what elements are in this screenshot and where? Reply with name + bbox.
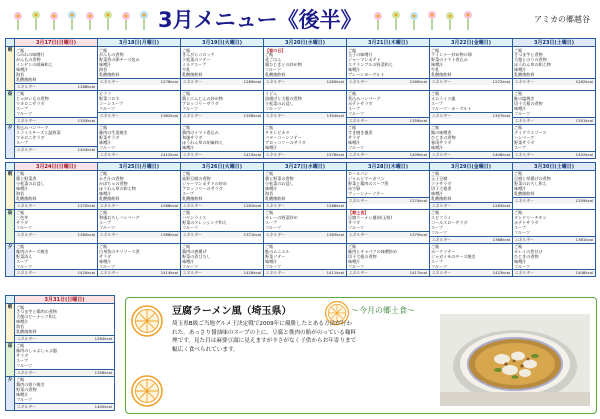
meal-cell [15, 90, 98, 124]
meal-cell-text: ご飯 ハヤシライス 野菜のドレッシング和え フルーツ [182, 210, 227, 231]
meal-cell-text: 【郷土食】 豆腐ラーメン風(埼玉県) サラダ フルーツ [348, 210, 392, 231]
meal-kcal: エネルギー 1274kcal [349, 197, 427, 203]
meal-cell [15, 170, 98, 209]
meal-cell [513, 170, 596, 209]
meal-cell-text: ご飯 鶏とにんじんの炒め物 ブロッコリーサラダ フルーツ [182, 91, 223, 112]
meal-row-朝 [6, 47, 596, 91]
meal-cell-text: ご飯 鯖の味噌煮 ひじきの煮物 春雨サラダ 味噌汁 [431, 125, 456, 151]
meal-kcal: エネルギー 1371kcal [183, 231, 261, 237]
meal-cell [430, 90, 513, 124]
meal-cell-text: ご飯 三色丼 サラダ フルーツ [16, 210, 33, 231]
feature-title: 豆腐ラーメン風（埼玉県） [172, 306, 292, 317]
meal-label: 昼 [6, 90, 15, 124]
meal-kcal: エネルギー 1266kcal [266, 202, 344, 208]
meal-cell-text: ご飯 玉子豆腐 ツナサラダ 切干大根煮 味噌汁 乳酸菌飲料 [431, 171, 452, 202]
meal-row-夕 [6, 124, 596, 158]
meal-cell-text: ご飯 タンドリーチキン ポテトサラダ スープ フルーツ [514, 210, 547, 236]
meal-kcal: エネルギー 1263kcal [432, 202, 510, 208]
meal-kcal: エネルギー 1375kcal [349, 231, 427, 237]
meal-kcal: エネルギー 1576kcal [266, 151, 344, 157]
meal-kcal: エネルギー 1268kcal [17, 83, 95, 89]
meal-cell-text: ご飯 豚肉のしゃぶしゃぶ風 サラダ スープ フルーツ [16, 343, 58, 369]
meal-kcal: エネルギー 1420kcal [17, 270, 95, 276]
meal-kcal: エネルギー 1268kcal [100, 202, 178, 208]
meal-cell-text: 煮込みハンバーグ スライスチーズと温野菜 マカロニサラダ スープ [16, 125, 61, 146]
meal-kcal: エネルギー 1366kcal [100, 231, 178, 237]
citrus-slice-icon [130, 304, 164, 338]
meal-kcal: エネルギー 1264kcal [17, 335, 112, 341]
page-title: 3月メニュー《後半》 [158, 8, 362, 32]
meal-cell-text: ご飯 鶏肉の照り焼き 野菜の煮物 味噌汁 フルーツ [16, 377, 45, 403]
meal-label: 昼 [6, 209, 15, 243]
meal-kcal: エネルギー 1409kcal [349, 151, 427, 157]
date-header-6: 3月29日(金曜日) [430, 162, 513, 170]
meal-cell [181, 124, 264, 158]
meal-kcal: エネルギー 1402kcal [515, 151, 593, 157]
meal-cell-text: ご飯 鶏と野菜の煮物 小松菜のお浸し 味噌汁 海苔 乳酸菌飲料 [265, 171, 294, 202]
meal-cell [347, 209, 430, 243]
meal-row-夕 [6, 376, 115, 410]
meal-cell [264, 170, 347, 209]
meal-label: 夕 [6, 243, 15, 277]
meal-cell [15, 47, 98, 91]
meal-kcal: エネルギー 1411kcal [266, 270, 344, 276]
meal-cell [15, 209, 98, 243]
meal-kcal: エネルギー 1412kcal [100, 151, 178, 157]
meal-cell-text: 【春の日】 ご飯 花ごはん 鶏ひじきとの炒め物 フルーツ 乳酸菌飲料 [265, 47, 302, 78]
meal-cell [181, 47, 264, 91]
meal-cell [15, 342, 115, 376]
meal-cell [98, 170, 181, 209]
meal-cell [15, 124, 98, 158]
meal-kcal: エネルギー 1406kcal [432, 151, 510, 157]
meal-label: 朝 [6, 304, 15, 343]
meal-row-朝 [6, 170, 596, 209]
meal-cell-text: ご飯 さつま芋と煮物 大根とのりの煮物 ほうれん草の和え物 味噌汁 乳酸菌飲料 [514, 47, 551, 78]
meal-cell [430, 47, 513, 91]
corner-cell [6, 39, 15, 47]
meal-label: 朝 [6, 47, 15, 91]
meal-cell [181, 209, 264, 243]
meal-cell [513, 209, 596, 243]
meal-cell-text: ご飯 白身魚のチリソース煮 サラダ 味噌汁 フルーツ [99, 244, 140, 269]
meal-kcal: エネルギー 1358kcal [183, 112, 261, 118]
meal-kcal: エネルギー 1281kcal [183, 202, 261, 208]
meal-cell [430, 124, 513, 158]
bottom-area [5, 295, 595, 415]
meal-cell-text: ご飯 和風おろしハンバーグ スープ フルーツ [99, 210, 140, 231]
meal-kcal: エネルギー 1260kcal [349, 78, 427, 84]
meal-row-朝 [6, 304, 115, 343]
date-header-5: 3月21日(木曜日) [347, 39, 430, 47]
meal-cell-text: ご飯 つみれの味噌汁 がんもの煮物 インゲンの胡麻和え 味噌汁 海苔 乳酸菌飲料 [16, 47, 53, 83]
meal-cell [264, 90, 347, 124]
menu-weeks [0, 38, 600, 280]
meal-cell-text: ロールパン ジャムとマーガリン 野菜と鶏肉のスープ煮 ゆで卵 ヴィーンナーソテー [348, 171, 389, 197]
meal-cell-text: ご飯 オムライス風 スープ フルーツ・ヨーグルト [431, 91, 472, 112]
meal-cell-text: ご飯 豚肉とキャベツの味噌炒め 切干大根の煮物 味噌汁 フルーツ [348, 244, 398, 269]
meal-kcal: エネルギー 1276kcal [100, 78, 178, 84]
meal-cell-text: ご飯 カレイの煮付け ひじきの煮物 味噌汁 フルーツ [514, 244, 543, 269]
meal-cell-text: ご飯 すき焼き風煮 サラダ 味噌汁 フルーツ [348, 125, 373, 151]
meal-cell [264, 124, 347, 158]
meal-cell [15, 376, 115, 410]
meal-kcal: エネルギー 1404kcal [17, 146, 95, 152]
meal-cell [98, 47, 181, 91]
meal-kcal: エネルギー 1362kcal [100, 112, 178, 118]
meal-kcal: エネルギー 1270kcal [17, 202, 95, 208]
tofu-ramen-photo [440, 314, 590, 406]
page-header [0, 0, 600, 38]
feature-body: 埼玉県B級ご当地グルメ王決定戦で2009年に優勝したとある方法が行われた。あっさり醤油味のスープの上に、豆腐と挽肉の餡がのっている麺料理です。見た目は麻婆豆腐に見えますが辛さがなく子供からお年寄りまで幅広く食べられています。 [172, 321, 357, 353]
corner-cell [6, 162, 15, 170]
meal-cell-text: ご飯 高野豆腐の煮物 ジャーマンポテトの炒め ブロッコリーのサラダ スープ 乳酸菌飲料 [182, 171, 227, 202]
meal-cell-text: ご飯 みそ汁の煮物 かぼちゃの煮物 ほうれん草の和え物 味噌汁 乳酸菌飲料 [99, 171, 136, 202]
meal-cell-text: ご飯 豚肉のチーズ焼き 野菜添え スープ フルーツ [16, 244, 49, 269]
meal-cell [347, 124, 430, 158]
meal-cell [347, 170, 430, 209]
meal-kcal: エネルギー 1354kcal [266, 112, 344, 118]
meal-kcal: エネルギー 1368kcal [432, 236, 510, 242]
citrus-slice-icon-2 [130, 374, 164, 408]
meal-cell [347, 90, 430, 124]
meal-cell-text: ご飯 じゃがいもの煮物 マカロニサラダ スープ フルーツ [16, 91, 49, 117]
meal-kcal: エネルギー 1272kcal [432, 78, 510, 84]
feature-subtitle: ～今月の郷土食～ [351, 306, 415, 315]
date-header-row [6, 296, 115, 304]
meal-kcal: エネルギー 1358kcal [17, 369, 112, 375]
meal-cell [181, 90, 264, 124]
meal-kcal: エネルギー 1423kcal [432, 270, 510, 276]
meal-row-昼 [6, 90, 596, 124]
shop-name: アミカの郷越谷 [534, 15, 590, 24]
meal-kcal: エネルギー 1262kcal [515, 78, 593, 84]
meal-kcal: エネルギー 1417kcal [349, 270, 427, 276]
meal-cell [15, 243, 98, 277]
meal-cell [347, 243, 430, 277]
meal-cell-text: ご飯 ポークソテー ジャガイモのチーズ焼き スープ フルーツ [431, 244, 476, 269]
meal-cell [98, 243, 181, 277]
meal-cell-text: ご飯 エビフライ コールスローサラダ スープ フルーツ [431, 210, 468, 236]
date-header-2: 3月18日(月曜日) [98, 39, 181, 47]
meal-kcal: エネルギー 1360kcal [17, 231, 95, 237]
last-day-table [5, 295, 115, 411]
date-header-5: 3月28日(木曜日) [347, 162, 430, 170]
meal-cell [430, 243, 513, 277]
date-header-3: 3月19日(火曜日) [181, 39, 264, 47]
meal-cell [264, 47, 347, 91]
meal-cell [264, 243, 347, 277]
meal-kcal: エネルギー 1265kcal [266, 78, 344, 84]
meal-kcal: エネルギー 1355kcal [17, 117, 95, 123]
meal-cell-text: ご飯 デミグラスソース ハンバーグ 野菜サラダ スープ [514, 125, 547, 151]
meal-cell-text: ご飯 玉子の味噌汁 ジャーマンポテト スクランブルの野菜和え 味噌汁 プレーンヨーグルト [348, 47, 393, 78]
meal-cell-text: うどん 油揚げと大根の煮物 小松菜のお浸し フルーツ [265, 91, 302, 112]
meal-cell [264, 209, 347, 243]
meal-kcal: エネルギー 1351kcal [515, 117, 593, 123]
date-header: 3月31日(日曜日) [15, 296, 115, 304]
meal-cell-text: ご飯 鶏肉のトマト煮込み 和風サラダ ほうれん草の胡麻和え 味噌汁 [182, 125, 223, 151]
meal-cell [430, 209, 513, 243]
meal-cell [98, 209, 181, 243]
corner-cell [6, 296, 15, 304]
meal-cell [513, 47, 596, 91]
meal-cell-text: ご飯 さつま芋と鶏肉の煮物 大根のピーナッツ和え 味噌汁 海苔 乳酸菌飲料 [16, 304, 58, 335]
meal-cell-text: ご飯 鮭の塩焼き 切干大根の煮物 味噌汁 フルーツ [514, 91, 543, 117]
date-header-4: 3月27日(水曜日) [264, 162, 347, 170]
date-header-4: 3月20日(水曜日) [264, 39, 347, 47]
meal-row-昼 [6, 342, 115, 376]
last-week-table [5, 295, 115, 411]
meal-cell [181, 243, 264, 277]
regional-food-feature [125, 297, 597, 414]
meal-kcal: エネルギー 1414kcal [100, 270, 178, 276]
meal-cell [513, 90, 596, 124]
meal-kcal: エネルギー 1415kcal [183, 151, 261, 157]
meal-kcal: エネルギー 1363kcal [266, 231, 344, 237]
meal-kcal: エネルギー 1289kcal [183, 78, 261, 84]
meal-cell-text: ご飯 鶏肉の唐揚げ 野菜の煮びたし 味噌汁 フルーツ [182, 244, 211, 269]
meal-cell [513, 124, 596, 158]
flower-deco-icon-right [368, 6, 478, 32]
meal-kcal: エネルギー 1405kcal [17, 403, 112, 409]
meal-label: 夕 [6, 376, 15, 410]
meal-cell [513, 243, 596, 277]
meal-cell [181, 170, 264, 209]
meal-kcal: エネルギー 1408kcal [515, 270, 593, 276]
date-header-7: 3月23日(土曜日) [513, 39, 596, 47]
week-table-1 [5, 38, 596, 159]
date-header-1: 3月17日(日曜日) [15, 39, 98, 47]
meal-cell-text: ご飯 鶏と野菜煮 小松菜のお浸し 味噌汁 海苔 乳酸菌飲料 [16, 171, 45, 202]
meal-cell [347, 47, 430, 91]
meal-kcal: エネルギー 1418kcal [183, 270, 261, 276]
meal-cell-text: ご飯 ウインナー炒め物の卵 野菜のトマト煮込み 味噌汁 牛乳 乳酸菌飲料 [431, 47, 472, 78]
meal-cell [98, 124, 181, 158]
meal-row-昼 [6, 209, 596, 243]
date-header-1: 3月24日(日曜日) [15, 162, 98, 170]
date-header-row [6, 162, 596, 170]
meal-cell-text: ご飯 きんぴらコロッケ 小松菜のソテー ミルクスープ 牛乳 乳酸菌飲料 [182, 47, 215, 78]
meal-cell-text: ご飯 豚肉の生姜焼き 野菜サラダ 味噌汁 フルーツ [99, 125, 128, 151]
meal-row-夕 [6, 243, 596, 277]
flower-deco-icon-left [8, 6, 153, 32]
date-header-3: 3月26日(火曜日) [181, 162, 264, 170]
week-table-2 [5, 162, 596, 278]
meal-cell-text: ご飯 チキンピカタ バターコーンソテー ブロッコリーのサラダ 味噌汁 [265, 125, 306, 151]
date-header-2: 3月25日(月曜日) [98, 162, 181, 170]
meal-cell-text: ご飯 煮込みハンバーグ ポテトサラダ スープ フルーツ [348, 91, 381, 117]
meal-cell-text: ご飯 豆腐と厚揚げの煮物 野菜のおろし和え 味噌汁 乳酸菌飲料 [514, 171, 551, 197]
meal-cell-text: ご飯 鮭のムニエル 野菜ソテー 味噌汁 フルーツ [265, 244, 290, 269]
meal-kcal: エネルギー 1357kcal [432, 112, 510, 118]
meal-kcal: エネルギー 1259kcal [515, 197, 593, 203]
date-header-row [6, 39, 596, 47]
meal-label: 夕 [6, 124, 15, 158]
meal-label: 昼 [6, 342, 15, 376]
meal-cell-text: ご飯 がんもの煮物 野菜煮の卵チーズ包み 味噌汁 海苔 乳酸菌飲料 [99, 47, 140, 78]
meal-label: 朝 [6, 170, 15, 209]
date-header-7: 3月30日(土曜日) [513, 162, 596, 170]
meal-cell-text: ご飯 カレーの野菜炒め スープ フルーツ [265, 210, 298, 231]
meal-cell [15, 304, 115, 343]
meal-kcal: エネルギー 1359kcal [349, 117, 427, 123]
meal-kcal: エネルギー 1361kcal [515, 236, 593, 242]
meal-cell-text: ピラフ 野菜コロネ コーンスープ フルーツ [99, 91, 123, 112]
meal-cell [98, 90, 181, 124]
date-header-6: 3月22日(金曜日) [430, 39, 513, 47]
meal-cell [430, 170, 513, 209]
